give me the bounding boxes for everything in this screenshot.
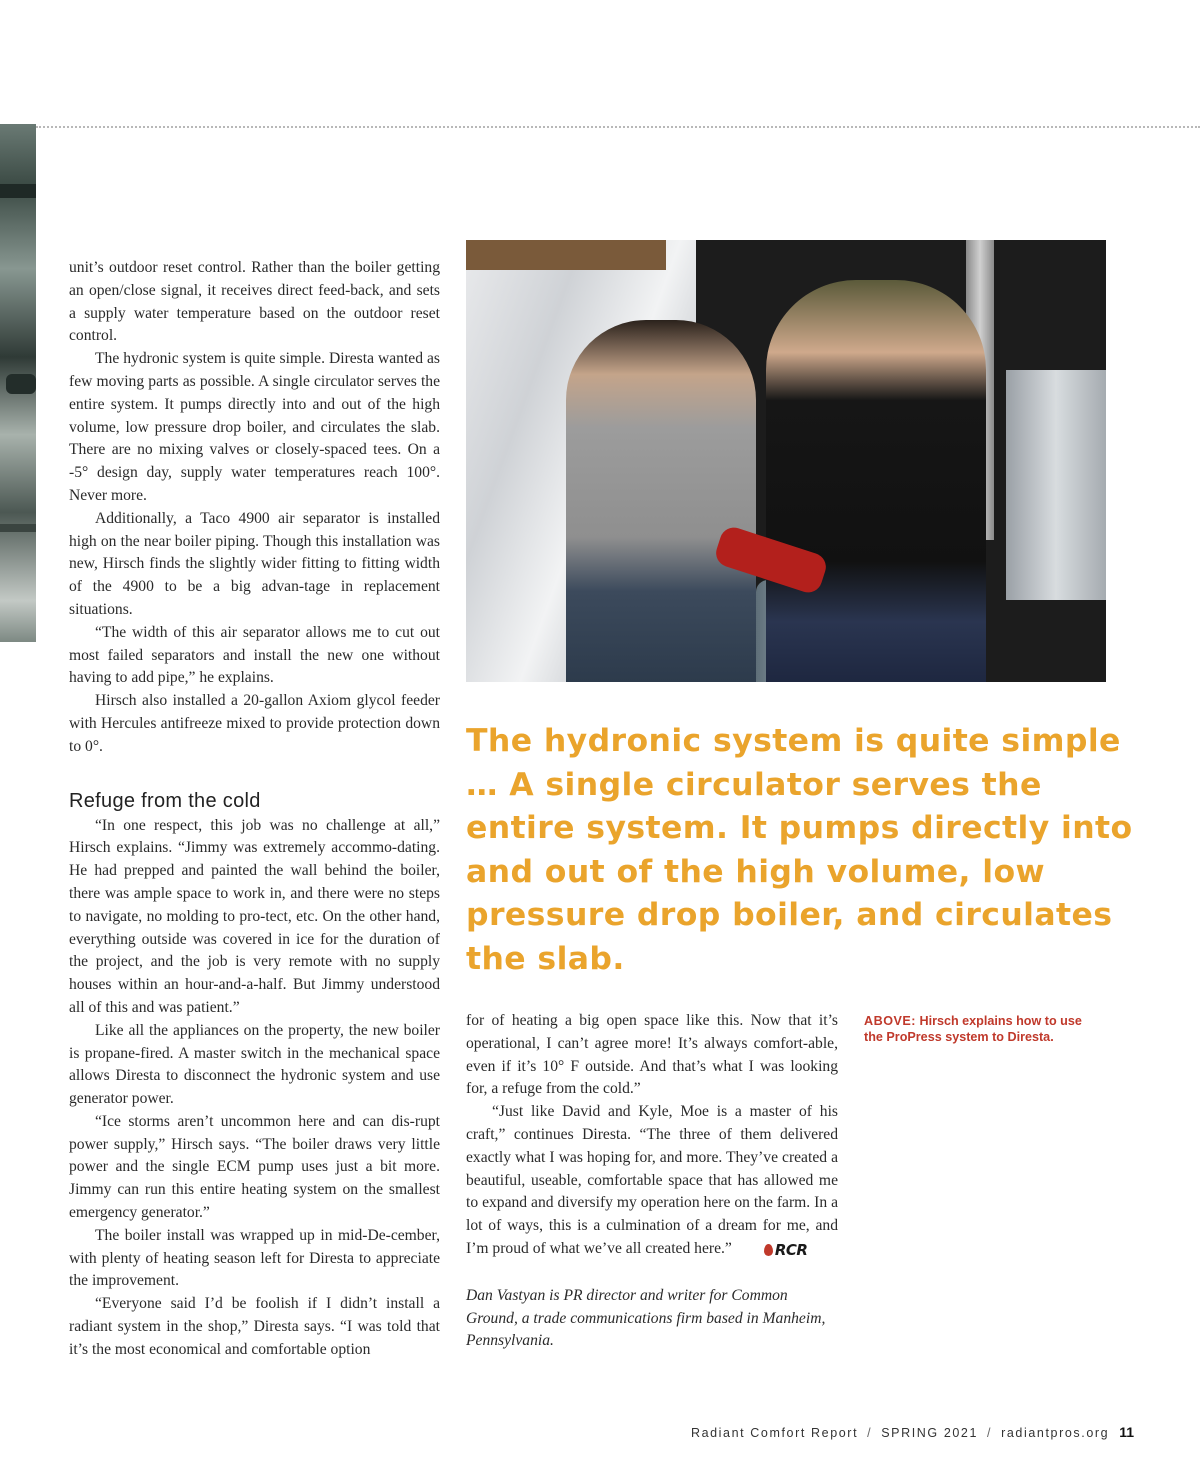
paragraph: Hirsch also installed a 20-gallon Axiom glycol feeder with Hercules antifreeze mixed to provide protection down to 0°. bbox=[69, 692, 440, 755]
pull-quote: The hydronic system is quite simple … A single circulator serves the entire system. It pumps directly into and out of the high volume, low pressure drop boiler, and circulates the slab. bbox=[466, 723, 1133, 977]
paragraph: unit’s outdoor reset control. Rather than the boiler getting an open/close signal, it receives direct feed-back, and sets a supply water temperature based on the outdoor reset control. bbox=[69, 259, 440, 345]
section-subheading: Refuge from the cold bbox=[69, 789, 261, 812]
caption-label: ABOVE: bbox=[864, 1014, 916, 1028]
caption-text: Hirsch explains how to use the ProPress system to Diresta. bbox=[864, 1014, 1082, 1044]
footer-separator: / bbox=[987, 1426, 993, 1440]
paragraph: Like all the appliances on the property, the new boiler is propane-fired. A master switch in the mechanical space allows Diresta to disconnect the hydronic system and use generator power. bbox=[69, 1021, 440, 1108]
logo-text: RCR bbox=[774, 1240, 808, 1259]
footer-publication: Radiant Comfort Report bbox=[690, 1426, 859, 1440]
paragraph: “Everyone said I’d be foolish if I didn’t install a radiant system in the shop,” Diresta says. “I was told that it’s the most economical and comfortable option bbox=[69, 1295, 440, 1358]
rcr-logo-icon bbox=[738, 1239, 808, 1262]
paragraph: “In one respect, this job was no challenge at all,” Hirsch explains. “Jimmy was extremely accommo-dating. He had prepped and painted the wall behind the boiler, there was ample space to work in, and there were no steps to navigate, no molding to pro-tect, etc. On the other hand, everything outside was covered in ice for the duration of the project, and the job is very remote with no supply houses within an hour-and-a-half. But Jimmy understood all of this and was patient.” bbox=[69, 816, 440, 1016]
paragraph: The boiler install was wrapped up in mid-De-cember, with plenty of heating season left for Diresta to appreciate the improvement. bbox=[69, 1226, 440, 1290]
paragraph: “Ice storms aren’t uncommon here and can dis-rupt power supply,” Hirsch says. “The boiler draws very little power and the single ECM pump uses just a bit more. Jimmy can run this entire heating system on the smallest emergency generator.” bbox=[69, 1112, 440, 1222]
page-footer bbox=[691, 1424, 1134, 1440]
article-photo bbox=[466, 240, 1106, 682]
edge-photo-crop bbox=[0, 124, 36, 642]
paragraph: “The width of this air separator allows me to cut out most failed separators and install the new one without having to add pipe,” he explains. bbox=[69, 623, 440, 687]
footer-site: radiantpros.org bbox=[1001, 1426, 1110, 1440]
column-left bbox=[69, 257, 440, 1362]
paragraph: The hydronic system is quite simple. Diresta wanted as few moving parts as possible. A single circulator serves the entire system. It pumps directly into and out of the high volume, low pressure drop boiler, and circulates the slab. There are no mixing valves or closely-spaced tees. On a -5° design day, supply water temperatures reach 100°. Never more. bbox=[69, 350, 440, 504]
paragraph-text: “Just like David and Kyle, Moe is a master of his craft,” continues Diresta. “The three of them delivered exactly what I was hoping for, and more. They’ve created a beautiful, useable, comfortable space that has allowed me to expand and diversify my operation here on the farm. In a lot of ways, this is a culmination of a dream for me, and I’m proud of what we’ve all created here.” bbox=[466, 1103, 838, 1257]
page-number: 11 bbox=[1119, 1424, 1134, 1440]
dotted-divider bbox=[36, 126, 1200, 128]
author-byline: Dan Vastyan is PR director and writer for Common Ground, a trade communications firm based in Manheim, Pennsylvania. bbox=[466, 1286, 826, 1350]
column-right bbox=[466, 1010, 838, 1353]
paragraph: for of heating a big open space like this. Now that it’s operational, I can’t agree more! It’s always comfort-able, even if it’s 10° F outside. And that’s what I was looking for, a refuge from the cold.” bbox=[466, 1012, 838, 1098]
footer-separator: / bbox=[867, 1426, 873, 1440]
paragraph: Additionally, a Taco 4900 air separator is installed high on the near boiler piping. Though this installation was new, Hirsch finds the slightly wider fitting to fitting width of the 4900 to be a big advan-tage in replacement situations. bbox=[69, 509, 440, 618]
footer-issue: SPRING 2021 bbox=[881, 1426, 979, 1440]
paragraph bbox=[466, 1101, 838, 1262]
photo-caption bbox=[864, 1013, 1084, 1045]
